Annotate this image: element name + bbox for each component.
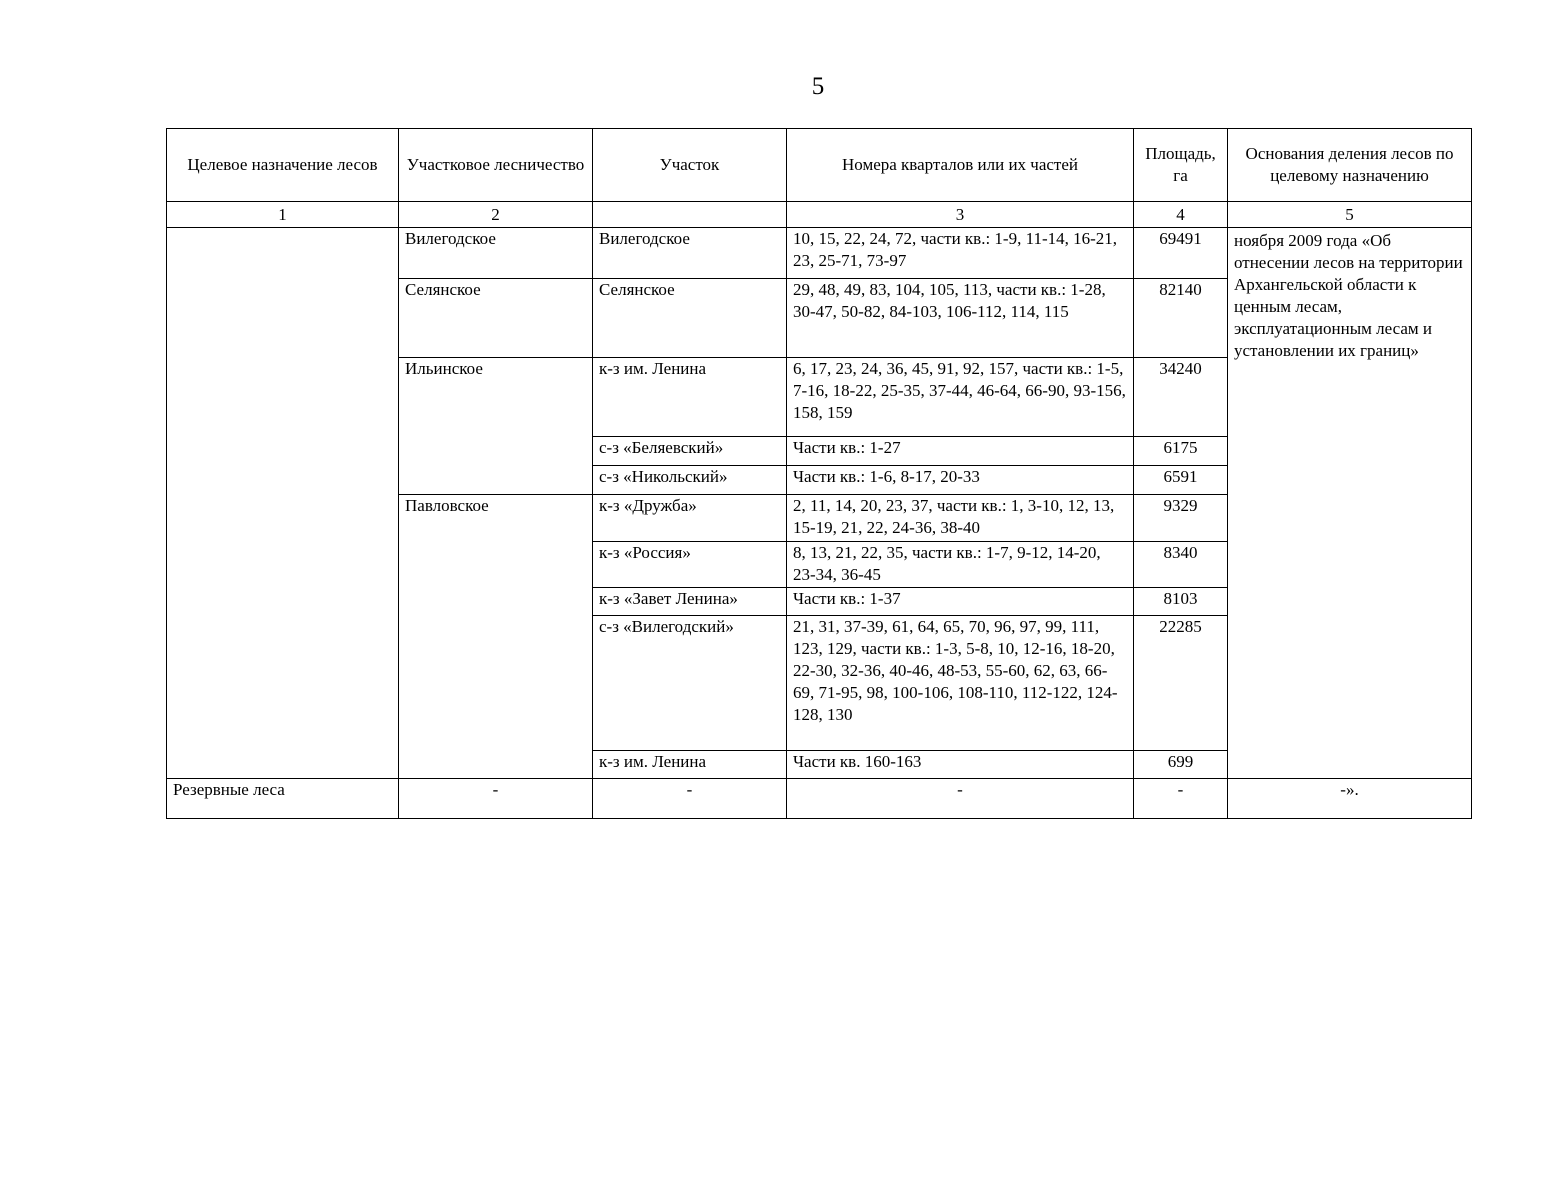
column-number-row xyxy=(167,202,1472,228)
plot-cell: с-з «Никольский» xyxy=(593,466,787,495)
header-basis: Основания деления лесов по целевому назначению xyxy=(1228,129,1472,202)
column-number: 1 xyxy=(167,202,399,228)
header-plot: Участок xyxy=(593,129,787,202)
quarters-cell: Части кв.: 1-27 xyxy=(787,437,1134,466)
header-purpose: Целевое назначение лесов xyxy=(167,129,399,202)
plot-cell: к-з «Россия» xyxy=(593,542,787,588)
reserve-basis-cell: -». xyxy=(1228,779,1472,819)
quarters-cell: 2, 11, 14, 20, 23, 37, части кв.: 1, 3-10, 12, 13, 15-19, 21, 22, 24-36, 38-40 xyxy=(787,495,1134,542)
area-cell: 22285 xyxy=(1134,616,1228,751)
header-row xyxy=(167,129,1472,202)
reserve-plot-cell: - xyxy=(593,779,787,819)
area-cell: 69491 xyxy=(1134,228,1228,279)
header-quarters: Номера кварталов или их частей xyxy=(787,129,1134,202)
area-cell: 699 xyxy=(1134,751,1228,779)
reserve-row xyxy=(167,779,1472,819)
quarters-cell: Части кв.: 1-37 xyxy=(787,588,1134,616)
plot-cell: с-з «Вилегодский» xyxy=(593,616,787,751)
area-cell: 34240 xyxy=(1134,358,1228,437)
area-cell: 6175 xyxy=(1134,437,1228,466)
column-number: 3 xyxy=(787,202,1134,228)
quarters-cell: 6, 17, 23, 24, 36, 45, 91, 92, 157, части кв.: 1-5, 7-16, 18-22, 25-35, 37-44, 46-64, 66-90, 93-156, 158, 159 xyxy=(787,358,1134,437)
quarters-cell: 29, 48, 49, 83, 104, 105, 113, части кв.: 1-28, 30-47, 50-82, 84-103, 106-112, 114, 115 xyxy=(787,279,1134,358)
quarters-cell: 8, 13, 21, 22, 35, части кв.: 1-7, 9-12, 14-20, 23-34, 36-45 xyxy=(787,542,1134,588)
plot-cell: с-з «Беляевский» xyxy=(593,437,787,466)
area-cell: 9329 xyxy=(1134,495,1228,542)
area-cell: 6591 xyxy=(1134,466,1228,495)
reserve-purpose-cell: Резервные леса xyxy=(167,779,399,819)
table-row xyxy=(167,228,1472,279)
plot-cell: к-з «Дружба» xyxy=(593,495,787,542)
area-cell: 82140 xyxy=(1134,279,1228,358)
quarters-cell: Части кв.: 1-6, 8-17, 20-33 xyxy=(787,466,1134,495)
reserve-area-cell: - xyxy=(1134,779,1228,819)
header-area: Площадь, га xyxy=(1134,129,1228,202)
forestry-cell: Селянское xyxy=(399,279,593,358)
area-cell: 8103 xyxy=(1134,588,1228,616)
quarters-cell: 10, 15, 22, 24, 72, части кв.: 1-9, 11-14, 16-21, 23, 25-71, 73-97 xyxy=(787,228,1134,279)
forestry-cell: Ильинское xyxy=(399,358,593,495)
column-number: 2 xyxy=(399,202,593,228)
forestry-cell: Павловское xyxy=(399,495,593,779)
page-number: 5 xyxy=(811,73,825,100)
plot-cell: Вилегодское xyxy=(593,228,787,279)
plot-cell: к-з им. Ленина xyxy=(593,358,787,437)
plot-cell: Селянское xyxy=(593,279,787,358)
plot-cell: к-з им. Ленина xyxy=(593,751,787,779)
column-number: 5 xyxy=(1228,202,1472,228)
column-number: 4 xyxy=(1134,202,1228,228)
forest-division-table xyxy=(166,128,1472,819)
column-number xyxy=(593,202,787,228)
forestry-cell: Вилегодское xyxy=(399,228,593,279)
area-cell: 8340 xyxy=(1134,542,1228,588)
reserve-quarters-cell: - xyxy=(787,779,1134,819)
header-forestry: Участковое лесничество xyxy=(399,129,593,202)
quarters-cell: 21, 31, 37-39, 61, 64, 65, 70, 96, 97, 99, 111, 123, 129, части кв.: 1-3, 5-8, 10, 12-16, 18-20, 22-30, 32-36, 40-46, 48-53, 55-60, 62, 63, 66-69, 71-95, 98, 100-106, 108-110, 112-122, 124-128, 130 xyxy=(787,616,1134,751)
basis-cell: ноября 2009 года «Об отнесении лесов на территории Архангельской области к ценным лесам, эксплуатационным лесам и установлении их границ» xyxy=(1228,228,1472,779)
plot-cell: к-з «Завет Ленина» xyxy=(593,588,787,616)
purpose-cell xyxy=(167,228,399,779)
quarters-cell: Части кв. 160-163 xyxy=(787,751,1134,779)
reserve-forestry-cell: - xyxy=(399,779,593,819)
